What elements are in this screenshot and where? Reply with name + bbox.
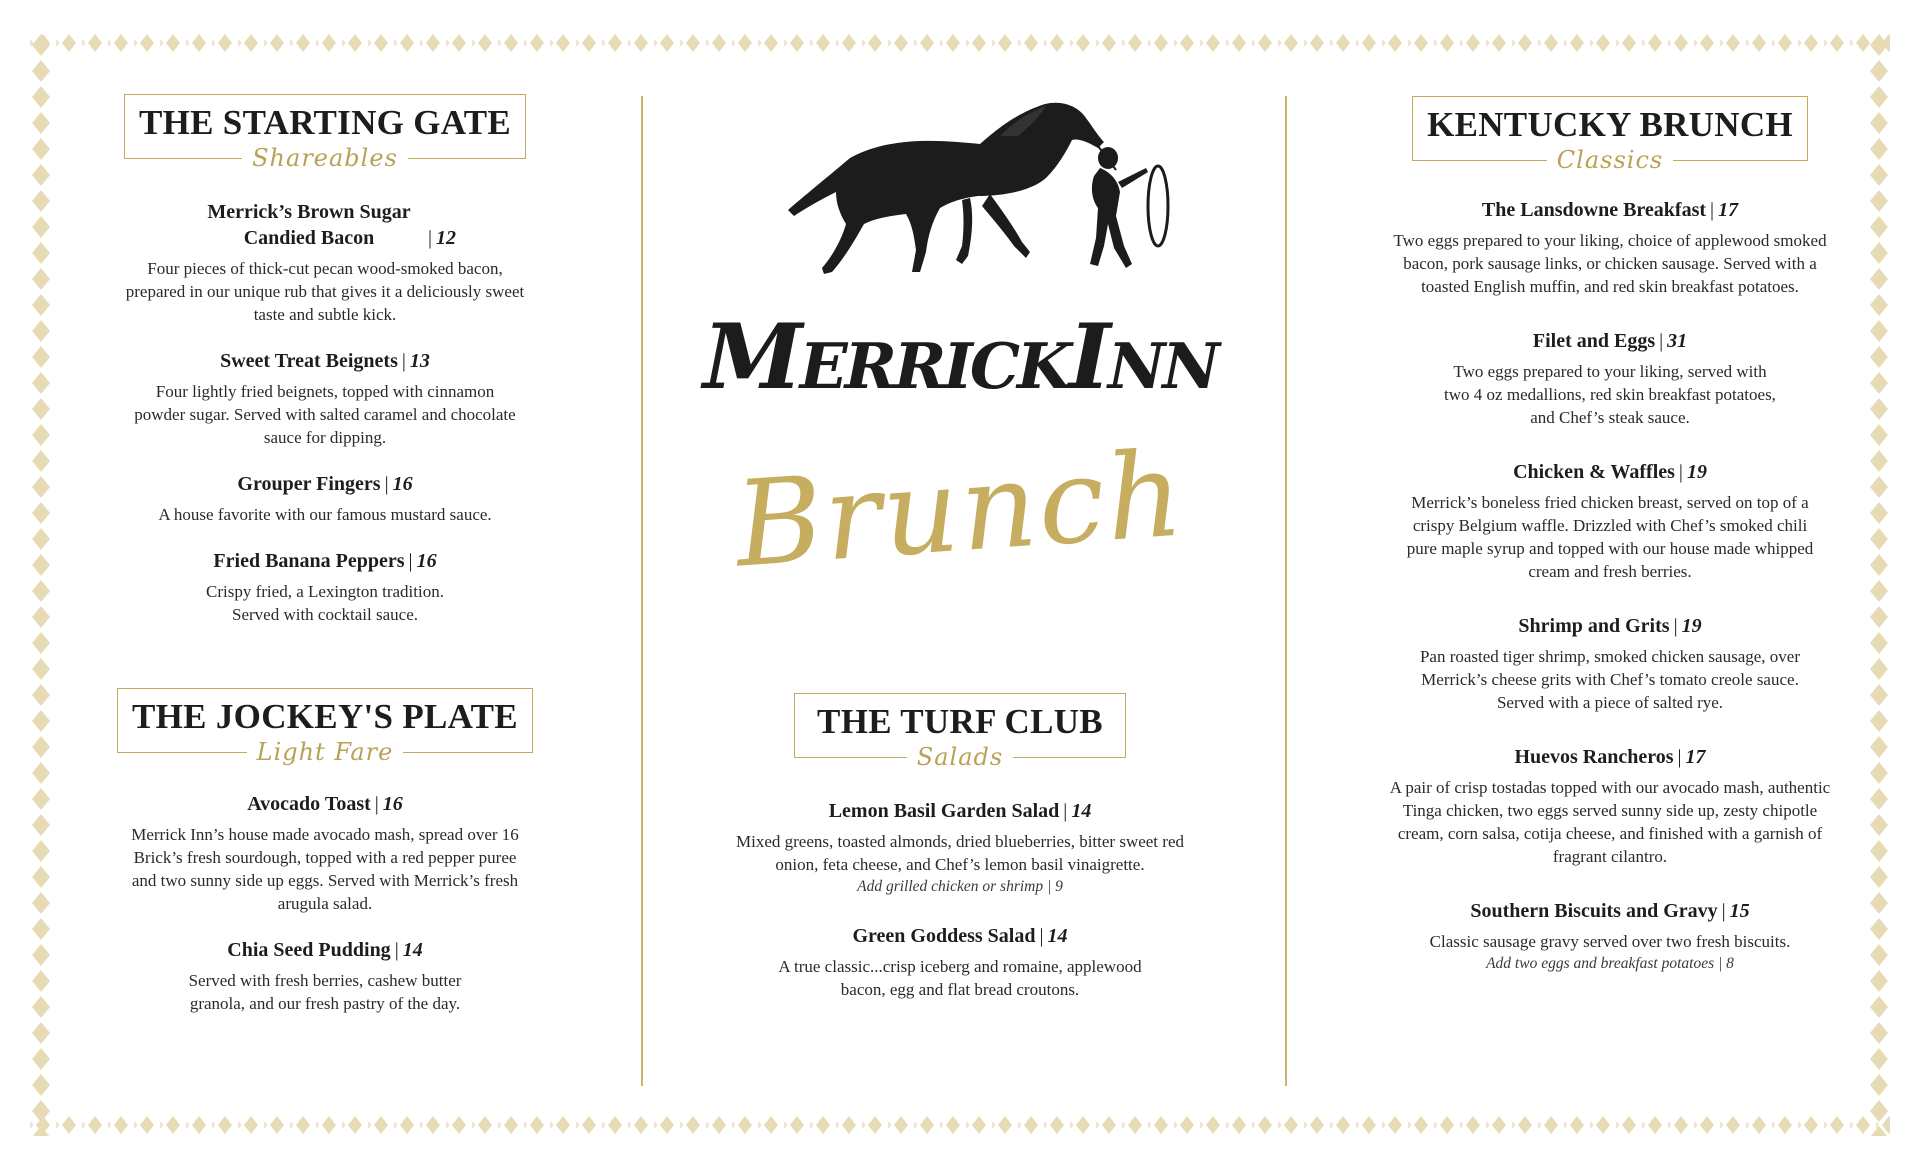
item-description: Merrick Inn’s house made avocado mash, spread over 16 Brick’s fresh sourdough, topped with a red pepper puree and two sunny side up eggs. Served with Merrick’s fresh arugula salad. [131,825,519,913]
item-name: Sweet Treat Beignets [220,350,398,372]
item-price: 31 [1667,330,1688,352]
item-name: Lemon Basil Garden Salad [828,800,1060,822]
item-description: Crispy fried, a Lexington tradition. Served with cocktail sauce. [206,582,444,624]
section-subtitle: Classics [1547,146,1673,174]
item-description: Mixed greens, toasted almonds, dried blueberries, bitter sweet red onion, feta cheese, and Chef’s lemon basil vinaigrette. [735,832,1184,874]
section-header-starting-gate [124,94,526,172]
menu-item: The Lansdowne Breakfast | 17 Two eggs prepared to your liking, choice of applewood smoked bacon, pork sausage links, or chicken sausage. Served with a toasted English muffin, and red skin breakfast potatoes. [1380,197,1840,298]
menu-item: Southern Biscuits and Gravy | 15 Classic sausage gravy served over two fresh biscuits. Add two eggs and breakfast potatoes | 8 [1380,898,1840,974]
section-subtitle: Light Fare [247,738,404,766]
item-price: 19 [1686,461,1707,483]
section-title: THE JOCKEY'S PLATE [132,697,518,736]
item-description: A house favorite with our famous mustard sauce. [158,505,492,524]
item-name: Green Goddess Salad [852,925,1036,947]
item-name: Grouper Fingers [237,473,381,495]
menu-item: Filet and Eggs | 31 Two eggs prepared to your liking, served with two 4 oz medallions, red skin breakfast potatoes, and Chef’s steak sauce. [1380,328,1840,429]
menu-item: Huevos Rancheros | 17 A pair of crisp tostadas topped with our avocado mash, authentic Tinga chicken, two eggs served sunny side up, zesty chipotle cream, corn salsa, cotija cheese, and finished with a garnish of fragrant cilantro. [1380,744,1840,868]
item-price: 13 [409,350,430,372]
decorative-border-top [30,32,1890,54]
section-subtitle: Salads [907,743,1013,771]
section-title: KENTUCKY BRUNCH [1427,105,1793,144]
item-add-on: Add two eggs and breakfast potatoes | 8 [1486,955,1734,972]
menu-item: Green Goddess Salad | 14 A true classic...crisp iceberg and romaine, applewood bacon, egg and flat bread croutons. [700,923,1220,1001]
left-column [110,90,540,1037]
item-price: 16 [392,473,413,495]
item-name: Filet and Eggs [1532,330,1656,352]
item-description: Classic sausage gravy served over two fresh biscuits. [1429,932,1791,951]
item-description: Two eggs prepared to your liking, served with two 4 oz medallions, red skin breakfast potatoes, and Chef’s steak sauce. [1444,362,1776,427]
item-price: 14 [1071,800,1092,822]
menu-item: Fried Banana Peppers | 16 Crispy fried, a Lexington tradition. Served with cocktail sauce. [110,548,540,626]
item-name: Chicken & Waffles [1513,461,1675,483]
section-header-jockeys-plate [117,688,533,766]
item-price: 14 [1047,925,1068,947]
decorative-border-left [30,32,52,1136]
menu-item: Grouper Fingers | 16 A house favorite with our famous mustard sauce. [110,471,540,526]
item-description: A true classic...crisp iceberg and romaine, applewood bacon, egg and flat bread croutons. [778,957,1142,999]
section-title: THE STARTING GATE [138,103,512,142]
item-name: Avocado Toast [247,793,371,815]
brand-logo [700,96,1220,436]
item-description: A pair of crisp tostadas topped with our avocado mash, authentic Tinga chicken, two eggs served sunny side up, zesty chipotle cream, corn salsa, cotija cheese, and finished with a garnish of fragrant cilantro. [1389,778,1831,866]
menu-item: Chicken & Waffles | 19 Merrick’s boneless fried chicken breast, served on top of a crispy Belgium waffle. Drizzled with Chef’s smoked chili pure maple syrup and topped with our house made whipped cream and fresh berries. [1380,459,1840,583]
item-name: Fried Banana Peppers [213,550,405,572]
section-header-turf-club [794,693,1126,771]
item-name: Merrick’s Brown Sugar Candied Bacon [207,201,411,249]
section-subtitle: Shareables [242,144,408,172]
menu-item: Chia Seed Pudding | 14 Served with fresh berries, cashew butter granola, and our fresh pastry of the day. [110,937,540,1015]
item-name: Huevos Rancheros [1514,746,1674,768]
decorative-border-bottom [30,1114,1890,1136]
item-name: The Lansdowne Breakfast [1481,199,1707,221]
item-description: Merrick’s boneless fried chicken breast, served on top of a crispy Belgium waffle. Drizzled with Chef’s smoked chili pure maple syrup and topped with our house made whipped cream and fresh berries. [1406,493,1814,581]
item-price: 19 [1681,615,1702,637]
middle-column [700,693,1220,1023]
item-description: Four lightly fried beignets, topped with cinnamon powder sugar. Served with salted caramel and chocolate sauce for dipping. [134,382,516,447]
decorative-border-right [1868,32,1890,1136]
item-name: Shrimp and Grits [1518,615,1670,637]
menu-item: Shrimp and Grits | 19 Pan roasted tiger shrimp, smoked chicken sausage, over Merrick’s cheese grits with Chef’s tomato creole sauce. Served with a piece of salted rye. [1380,613,1840,714]
section-title: THE TURF CLUB [817,702,1103,741]
item-price: 17 [1718,199,1739,221]
menu-subtitle-brunch: Brunch [731,424,1189,594]
column-divider-right [1285,96,1287,1086]
item-price: 17 [1685,746,1706,768]
item-name: Chia Seed Pudding [227,939,391,961]
item-description: Two eggs prepared to your liking, choice of applewood smoked bacon, pork sausage links, or chicken sausage. Served with a toasted English muffin, and red skin breakfast potatoes. [1393,231,1827,296]
item-name: Southern Biscuits and Gravy [1470,900,1718,922]
item-description: Pan roasted tiger shrimp, smoked chicken sausage, over Merrick’s cheese grits with Chef’s tomato creole sauce. Served with a piece of salted rye. [1419,647,1801,712]
item-add-on: Add grilled chicken or shrimp | 9 [857,878,1063,895]
menu-item: Avocado Toast | 16 Merrick Inn’s house made avocado mash, spread over 16 Brick’s fresh sourdough, topped with a red pepper puree and two sunny side up eggs. Served with Merrick’s fresh arugula salad. [110,791,540,915]
brand-name: MerrickInn [703,304,1217,410]
horse-and-jockey-icon [700,96,1220,296]
item-price: 16 [382,793,403,815]
menu-item: Lemon Basil Garden Salad | 14 Mixed greens, toasted almonds, dried blueberries, bitter sweet red onion, feta cheese, and Chef’s lemon basil vinaigrette. Add grilled chicken or shrimp | 9 [700,798,1220,897]
menu-item: Sweet Treat Beignets | 13 Four lightly fried beignets, topped with cinnamon powder sugar. Served with salted caramel and chocolate sauce for dipping. [110,348,540,449]
item-price: 15 [1729,900,1750,922]
column-divider-left [641,96,643,1086]
right-column [1380,90,1840,996]
section-header-kentucky-brunch [1412,96,1808,174]
item-price: 14 [402,939,423,961]
item-price: 12 [436,227,456,249]
item-price: 16 [416,550,437,572]
item-description: Four pieces of thick-cut pecan wood-smoked bacon, prepared in our unique rub that gives it a deliciously sweet taste and subtle kick. [125,259,525,324]
item-description: Served with fresh berries, cashew butter granola, and our fresh pastry of the day. [188,971,462,1013]
menu-item: Merrick’s Brown Sugar Candied Bacon | 12 Four pieces of thick-cut pecan wood-smoked bacon, prepared in our unique rub that gives it a deliciously sweet taste and subtle kick. [110,199,540,326]
